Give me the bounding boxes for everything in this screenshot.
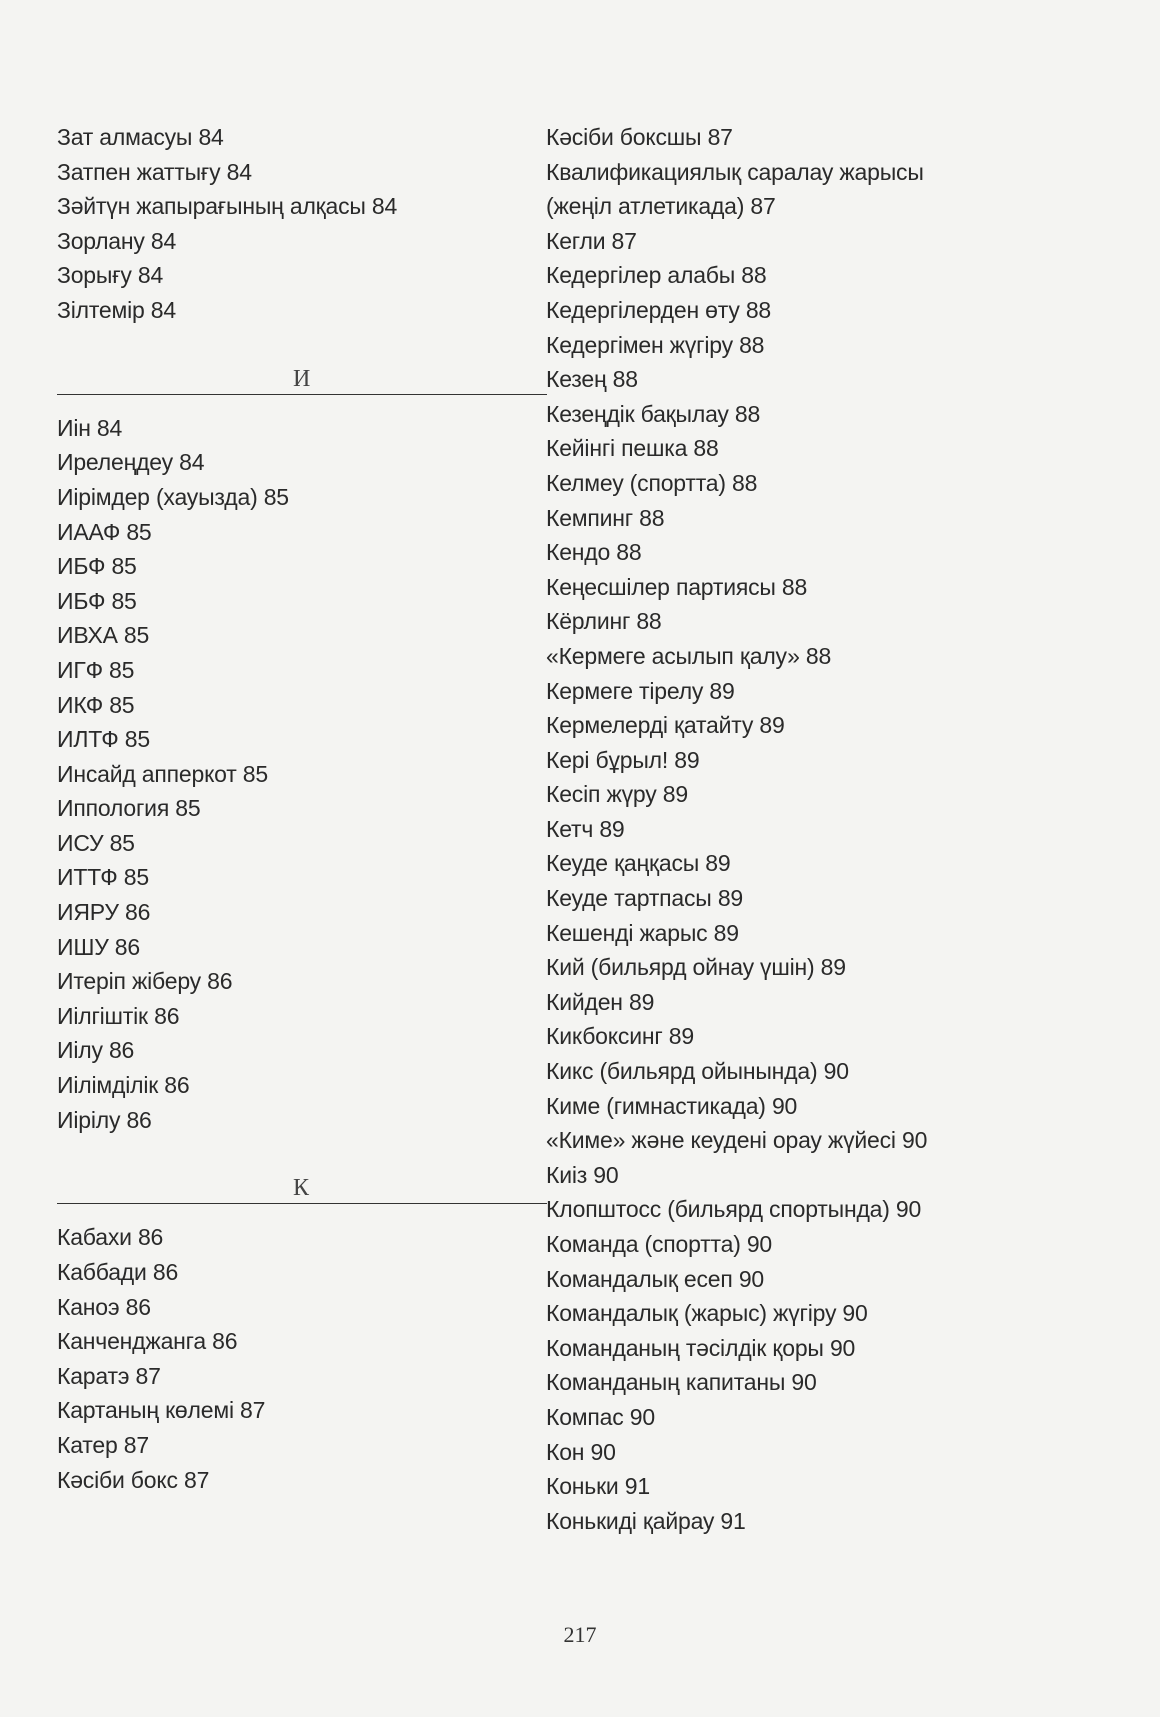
index-entry: (жеңіл атлетикада) 87: [546, 193, 776, 220]
section-rule: [57, 1203, 547, 1204]
index-entry: Командалық (жарыс) жүгіру 90: [546, 1300, 868, 1327]
index-entry: «Киме» және кеудені орау жүйесі 90: [546, 1127, 928, 1154]
index-entry: Кон 90: [546, 1438, 616, 1465]
section-letter: К: [293, 1175, 310, 1202]
index-entry: Каратэ 87: [57, 1362, 161, 1389]
index-entry: Кейінгі пешка 88: [546, 435, 719, 462]
group-i: [57, 411, 547, 1137]
index-entry: Команданың капитаны 90: [546, 1369, 817, 1396]
index-entry: ИТТФ 85: [57, 864, 149, 891]
index-entry: Затпен жаттығу 84: [57, 158, 252, 185]
index-entry: Кикс (бильярд ойынында) 90: [546, 1058, 849, 1085]
index-entry: ИААФ 85: [57, 518, 152, 545]
index-entry: ИВХА 85: [57, 622, 150, 649]
index-entry: ИГФ 85: [57, 656, 135, 683]
index-entry: Зат алмасуы 84: [57, 124, 224, 150]
index-entry: Компас 90: [546, 1403, 655, 1430]
index-entry: Канченджанга 86: [57, 1328, 238, 1355]
page-number: 217: [563, 1622, 597, 1647]
index-entry: Зорлану 84: [57, 227, 177, 254]
index-entry: Кий (бильярд ойнау үшін) 89: [546, 954, 846, 981]
index-entry: Инсайд апперкот 85: [57, 760, 268, 787]
index-entry: Кийден 89: [546, 988, 655, 1015]
index-entry: Кабахи 86: [57, 1224, 164, 1251]
index-entry: Кермеге тірелу 89: [546, 677, 735, 704]
index-entry: ИКФ 85: [57, 691, 135, 718]
spacer: [57, 397, 547, 411]
index-entry: Кеуде тартпасы 89: [546, 885, 744, 912]
index-entry: Кеңесшілер партиясы 88: [546, 573, 808, 600]
index-entry: Иппология 85: [57, 795, 201, 822]
section-rule: [57, 394, 547, 395]
index-entry: ИШУ 86: [57, 933, 140, 960]
index-entry: Иілу 86: [57, 1037, 135, 1064]
index-entry: Келмеу (спортта) 88: [546, 469, 758, 496]
index-entry: Киіз 90: [546, 1161, 619, 1188]
section-heading-i: [57, 362, 547, 397]
index-entry: Кешенді жарыс 89: [546, 919, 739, 946]
index-entry: Кемпинг 88: [546, 504, 665, 531]
index-entry: Команда (спортта) 90: [546, 1231, 773, 1257]
index-entry: Кесіп жүру 89: [546, 781, 688, 808]
index-entry: Кәсіби бокс 87: [57, 1466, 210, 1493]
section-letter: И: [293, 365, 311, 392]
index-entry: Иілімділік 86: [57, 1072, 190, 1099]
spacer: [57, 1206, 547, 1220]
index-entry: Киме (гимнастикада) 90: [546, 1092, 798, 1119]
right-column: [546, 120, 1106, 1538]
index-entry: Кетч 89: [546, 815, 625, 842]
index-entry: Иін 84: [57, 414, 123, 441]
index-entry: Кедергімен жүгіру 88: [546, 331, 765, 358]
left-column: [57, 120, 547, 1497]
index-entry: Кәсіби боксшы 87: [546, 124, 733, 150]
group-k: [57, 1220, 547, 1497]
spacer: [57, 328, 547, 363]
index-entry: Зорығу 84: [57, 262, 164, 289]
index-entry: Кегли 87: [546, 227, 637, 254]
index-entry: Итеріп жіберу 86: [57, 968, 233, 995]
section-heading-k: [57, 1172, 547, 1207]
spacer: [57, 1137, 547, 1172]
group-z: [57, 120, 547, 328]
index-entry: ИСУ 85: [57, 829, 135, 856]
index-entry: Картаның көлемі 87: [57, 1397, 266, 1424]
index-entry: ИБФ 85: [57, 553, 137, 580]
index-entry: Каббади 86: [57, 1259, 179, 1285]
index-entry: ИЯРУ 86: [57, 899, 151, 926]
index-entry: Иілгіштік 86: [57, 1002, 180, 1029]
index-entry: Каноэ 86: [57, 1293, 151, 1320]
index-entry: Кедергілерден өту 88: [546, 296, 772, 323]
index-entry: Коньки 91: [546, 1473, 650, 1500]
index-entry: Клопштосс (бильярд спортында) 90: [546, 1196, 922, 1223]
index-entry: «Кермеге асылып қалу» 88: [546, 642, 832, 669]
index-entry: Катер 87: [57, 1431, 149, 1458]
index-entry: Команданың тәсілдік қоры 90: [546, 1334, 856, 1361]
index-entry: Кезеңдік бақылау 88: [546, 400, 761, 427]
index-entry: Квалификациялық саралау жарысы: [546, 158, 924, 185]
index-entry: ИЛТФ 85: [57, 726, 150, 753]
index-entry: Командалық есеп 90: [546, 1265, 765, 1292]
index-entry: Кері бұрыл! 89: [546, 746, 700, 773]
index-entry: Зәйтүн жапырағының алқасы 84: [57, 193, 398, 220]
index-entry: Иірімдер (хауызда) 85: [57, 483, 289, 510]
index-entry: Кендо 88: [546, 539, 642, 566]
index-entry: Иірілу 86: [57, 1106, 152, 1133]
index-entry: Кёрлинг 88: [546, 608, 662, 635]
index-entry: Кеуде қаңқасы 89: [546, 850, 731, 877]
index-entry: Кермелерді қатайту 89: [546, 712, 785, 739]
index-entry: Кикбоксинг 89: [546, 1023, 694, 1050]
index-entry: Конькиді қайрау 91: [546, 1507, 746, 1534]
index-entry: ИБФ 85: [57, 587, 137, 614]
index-entry: Ирелеңдеу 84: [57, 449, 205, 476]
index-entry: Кезең 88: [546, 366, 638, 393]
index-entry: Зілтемір 84: [57, 296, 176, 323]
index-entry: Кедергілер алабы 88: [546, 262, 767, 289]
